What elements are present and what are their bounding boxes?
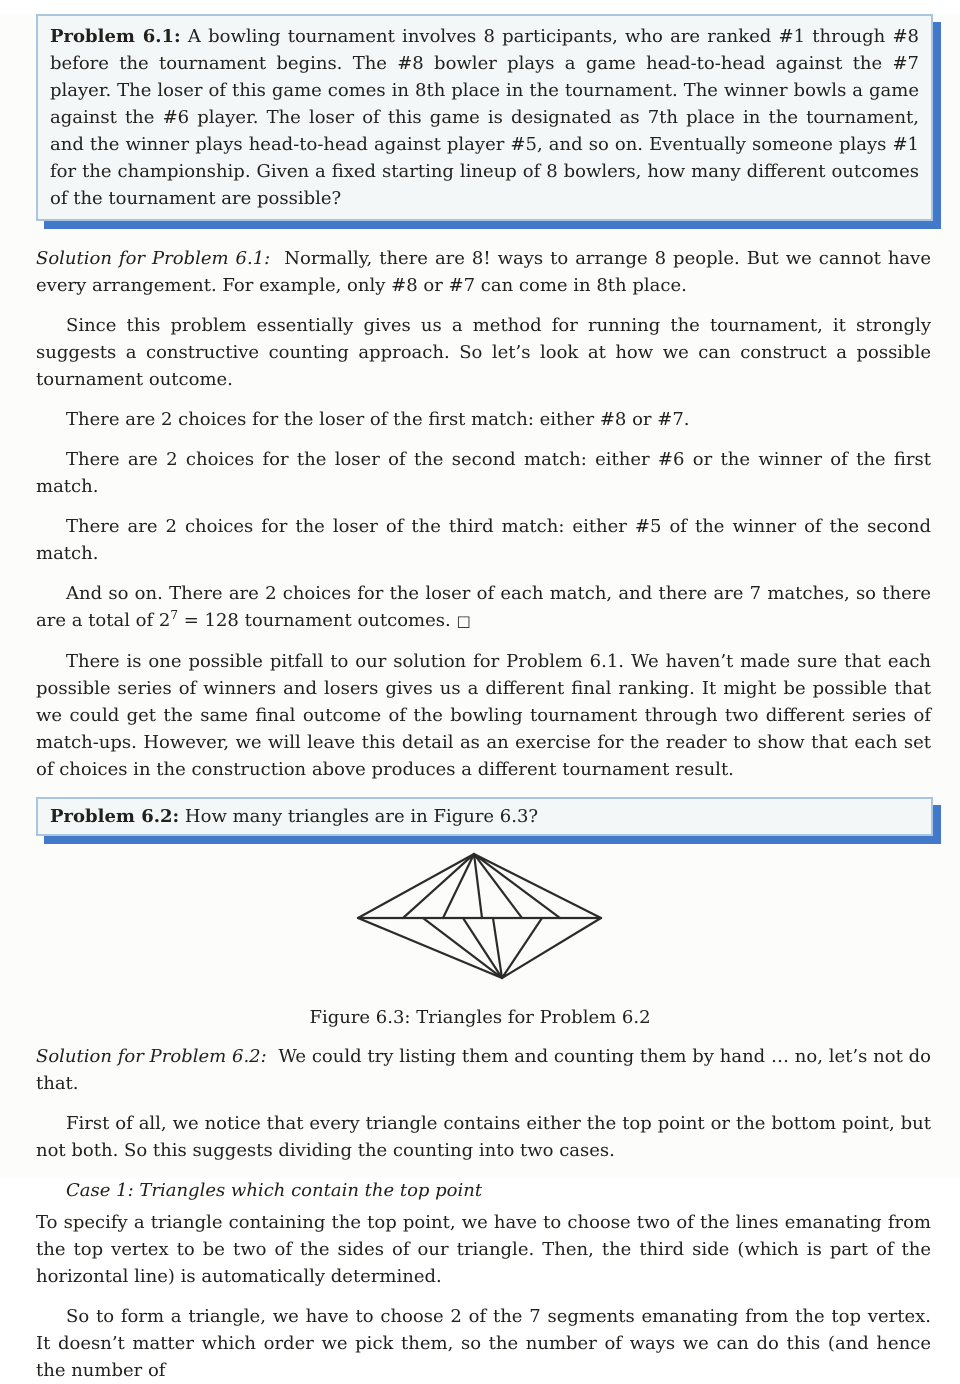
problem-6-2-text: How many triangles are in Figure 6.3? bbox=[184, 806, 539, 827]
solution-6-2-intro-text: We could try listing them and counting them by hand … no, let’s not do that. bbox=[36, 1046, 932, 1094]
solution-6-1-choice-3: There are 2 choices for the loser of the third match: either #5 of the winner of the second match. bbox=[36, 516, 931, 564]
solution-6-2-para-1: First of all, we notice that every triangle contains either the top point or the bottom point, but not both. So this suggests dividing the counting into two cases. bbox=[36, 1113, 931, 1161]
solution-6-1-pitfall: There is one possible pitfall to our solution for Problem 6.1. We haven’t made sure that each possible series of winners and losers gives us a different final ranking. It might be possible that we could get the same final outcome of the bowling tournament through two different series of match-ups. However, we will leave this detail as an exercise for the reader to show that each set of choices in the construction above produces a different tournament result. bbox=[36, 651, 931, 780]
problem-6-1-label: Problem 6.1: bbox=[50, 26, 181, 47]
problem-box-6-2 bbox=[36, 797, 933, 836]
solution-6-2-para-3: So to form a triangle, we have to choose 2 of the 7 segments emanating from the top vertex. It doesn’t matter which order we pick them, so the number of ways we can do this (and hence the number of bbox=[36, 1306, 931, 1381]
solution-6-2-label: Solution for Problem 6.2: bbox=[36, 1046, 267, 1067]
solution-6-2-intro bbox=[36, 1043, 931, 1097]
figure-6-3-caption: Figure 6.3: Triangles for Problem 6.2 bbox=[309, 1007, 651, 1028]
solution-6-1-label: Solution for Problem 6.1: bbox=[36, 248, 271, 269]
exponent: 7 bbox=[170, 608, 178, 622]
total-post: = 128 tournament outcomes. bbox=[178, 610, 457, 631]
case-1-heading: Case 1: Triangles which contain the top point bbox=[66, 1180, 483, 1201]
textbook-page bbox=[0, 14, 960, 1381]
problem-box-6-1 bbox=[36, 14, 933, 221]
figure-6-3 bbox=[0, 846, 960, 1031]
triangle-diagram-svg bbox=[340, 846, 620, 988]
total-pre: And so on. There are 2 choices for the loser of each match, and there are 7 matches, so there are a total of 2 bbox=[36, 583, 931, 631]
solution-6-1-total bbox=[36, 580, 931, 635]
solution-6-1-constructive: Since this problem essentially gives us a method for running the tournament, it strongly suggests a constructive counting approach. So let’s look at how we can construct a possible tournament outcome. bbox=[36, 315, 931, 390]
qed-symbol: □ bbox=[456, 612, 471, 630]
solution-6-1-choice-1: There are 2 choices for the loser of the first match: either #8 or #7. bbox=[66, 409, 690, 430]
solution-6-2-para-2: To specify a triangle containing the top point, we have to choose two of the lines emanating from the top vertex to be two of the sides of our triangle. Then, the third side (which is part of the horizontal line) is automatically determined. bbox=[36, 1212, 931, 1287]
solution-6-1-intro-text: Normally, there are 8! ways to arrange 8 people. But we cannot have every arrangement. For example, only #8 or #7 can come in 8th place. bbox=[36, 248, 931, 296]
problem-6-2-label: Problem 6.2: bbox=[50, 806, 180, 827]
solution-6-1-choice-2: There are 2 choices for the loser of the second match: either #6 or the winner of the first match. bbox=[36, 449, 931, 497]
problem-6-1-text: A bowling tournament involves 8 participants, who are ranked #1 through #8 before the tournament begins. The #8 bowler plays a game head-to-head against the #7 player. The loser of this game comes in 8th place in the tournament. The winner bowls a game against the #6 player. The loser of this game is designated as 7th place in the tournament, and the winner plays head-to-head against player #5, and so on. Eventually someone plays #1 for the championship. Given a fixed starting lineup of 8 bowlers, how many different outcomes of the tournament are possible? bbox=[50, 26, 919, 209]
solution-6-1-intro bbox=[36, 245, 931, 299]
